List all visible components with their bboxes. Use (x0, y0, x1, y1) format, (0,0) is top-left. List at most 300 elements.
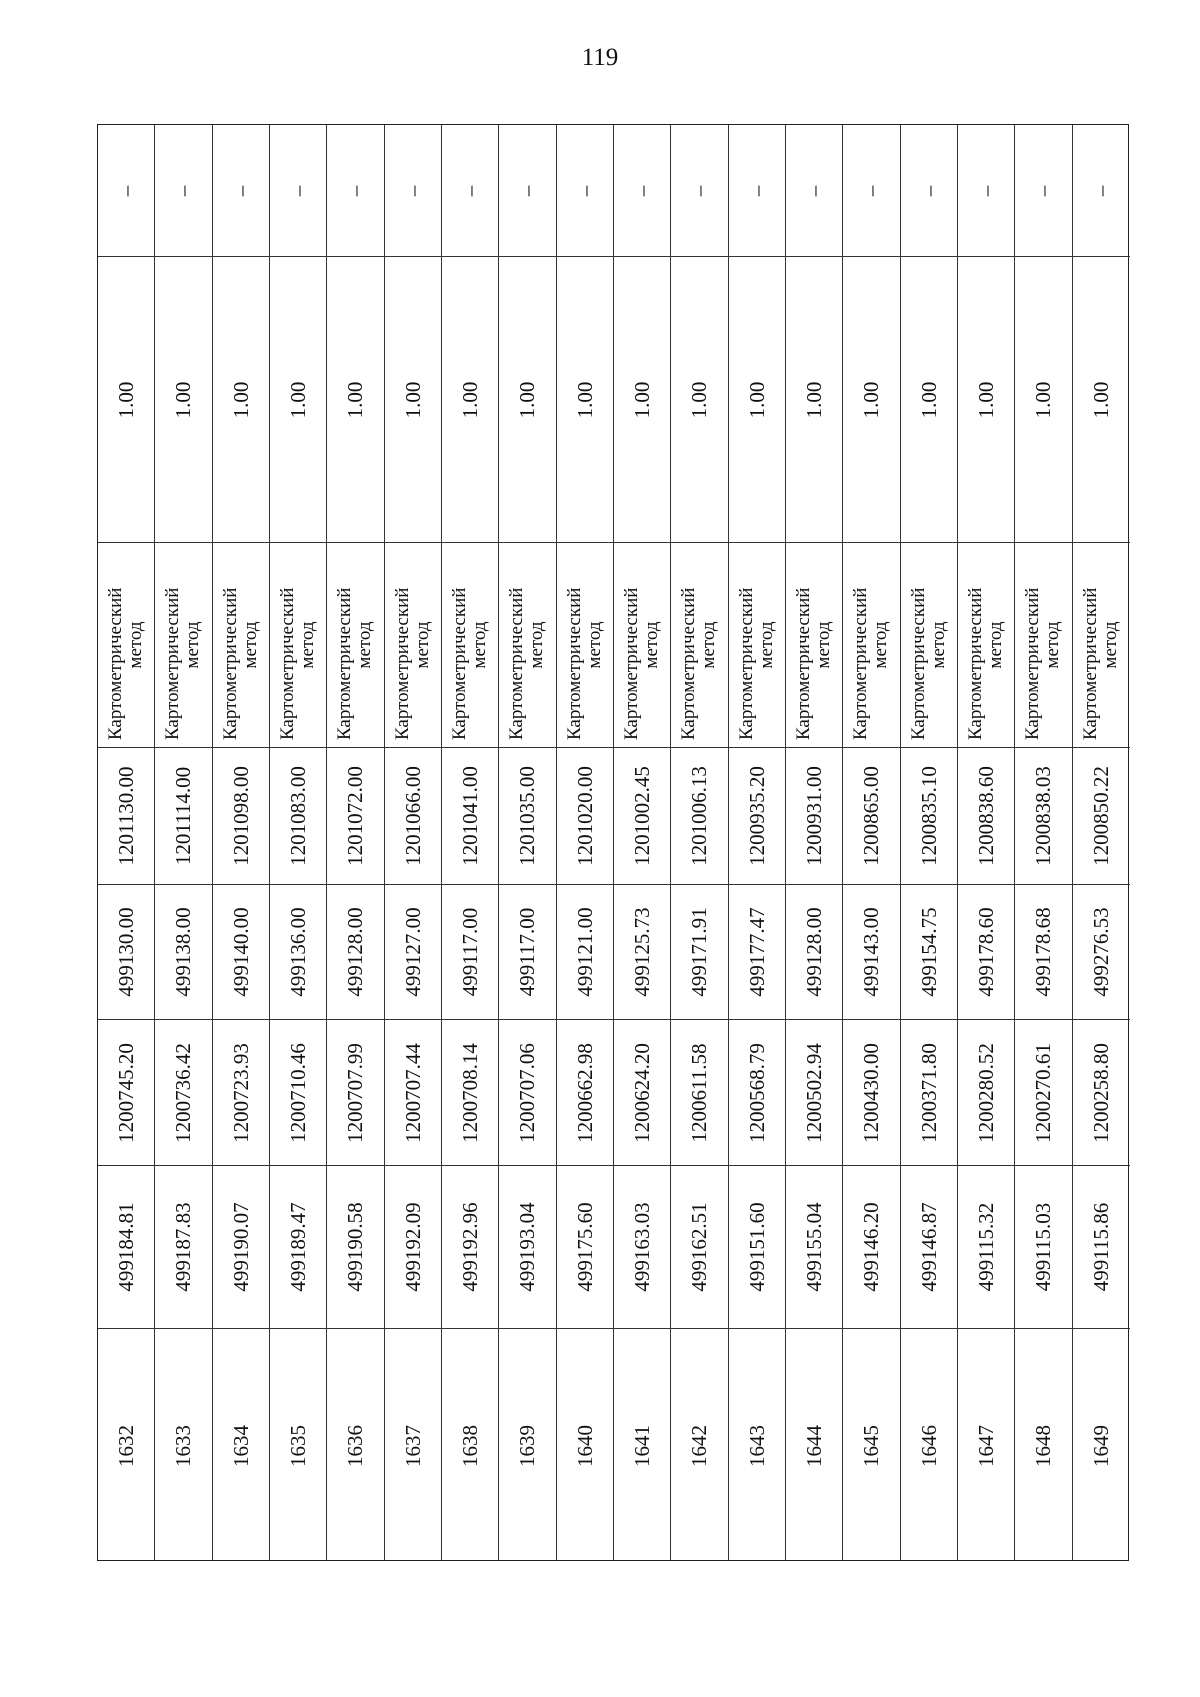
cell-y1-text: 1200270.61 (1031, 1042, 1056, 1143)
cell-method (385, 543, 441, 748)
cell-x1-text: 499146.87 (916, 1202, 941, 1292)
cell-x2-text: 499140.00 (228, 907, 253, 997)
cell-y2 (442, 748, 498, 885)
cell-x2-text: 499117.00 (458, 907, 483, 997)
cell-method (270, 543, 326, 748)
cell-note-text: – (974, 185, 999, 196)
cell-point-number (901, 1329, 957, 1562)
cell-method-text: Картометрический метод (621, 587, 663, 740)
cell-note-text: – (744, 185, 769, 196)
cell-y1-text: 1200708.14 (458, 1042, 483, 1143)
cell-y1-text: 1200710.46 (286, 1042, 311, 1143)
cell-y2-text: 1200838.03 (1031, 766, 1056, 866)
table-row (155, 125, 212, 1560)
cell-method (327, 543, 383, 748)
cell-accuracy-text: 1.00 (114, 381, 139, 418)
cell-x1-text: 499151.60 (744, 1202, 769, 1292)
cell-x1-text: 499115.03 (1031, 1202, 1056, 1292)
cell-y2-text: 1201066.00 (400, 766, 425, 866)
cell-method (729, 543, 785, 748)
cell-method (1073, 543, 1130, 748)
cell-y1-text: 1200611.58 (687, 1043, 712, 1142)
cell-y2-text: 1200835.10 (916, 766, 941, 866)
cell-y2 (270, 748, 326, 885)
cell-method (155, 543, 211, 748)
cell-y1 (958, 1020, 1014, 1166)
cell-point-number (843, 1329, 899, 1562)
cell-y2-text: 1200935.20 (744, 766, 769, 866)
cell-x2-text: 499178.60 (974, 907, 999, 997)
cell-point-number (499, 1329, 555, 1562)
table-row (557, 125, 614, 1560)
cell-x2-text: 499128.00 (343, 907, 368, 997)
cell-y1 (499, 1020, 555, 1166)
cell-y1 (213, 1020, 269, 1166)
table-row (327, 125, 384, 1560)
cell-y2-text: 1201006.13 (687, 766, 712, 866)
cell-y2-text: 1200865.00 (859, 766, 884, 866)
cell-accuracy-text: 1.00 (400, 381, 425, 418)
cell-x2 (614, 885, 670, 1020)
table-row (213, 125, 270, 1560)
cell-x1 (1015, 1166, 1071, 1329)
cell-x1 (98, 1166, 154, 1329)
cell-y2 (1015, 748, 1071, 885)
cell-accuracy-text: 1.00 (171, 381, 196, 418)
cell-accuracy-text: 1.00 (458, 381, 483, 418)
cell-y2 (1073, 748, 1130, 885)
cell-method-text: Картометрический метод (563, 587, 605, 740)
cell-note (843, 125, 899, 257)
cell-x2 (901, 885, 957, 1020)
cell-note (98, 125, 154, 257)
cell-y2-text: 1201041.00 (458, 766, 483, 866)
cell-x2-text: 499130.00 (114, 907, 139, 997)
cell-accuracy (671, 257, 727, 543)
cell-x2 (671, 885, 727, 1020)
cell-x2 (729, 885, 785, 1020)
table-row (270, 125, 327, 1560)
cell-x1 (901, 1166, 957, 1329)
cell-y2 (843, 748, 899, 885)
cell-method-text: Картометрический метод (1080, 587, 1122, 740)
cell-x1 (958, 1166, 1014, 1329)
cell-note-text: – (802, 185, 827, 196)
cell-x2-text: 499143.00 (859, 907, 884, 997)
cell-point-number-text: 1649 (1089, 1424, 1114, 1467)
cell-x2-text: 499121.00 (572, 907, 597, 997)
cell-x1 (499, 1166, 555, 1329)
cell-x2-text: 499136.00 (286, 907, 311, 997)
cell-point-number (729, 1329, 785, 1562)
table-row (442, 125, 499, 1560)
cell-note-text: – (859, 185, 884, 196)
cell-point-number-text: 1639 (515, 1424, 540, 1467)
cell-method-text: Картометрический метод (793, 587, 835, 740)
cell-x2 (98, 885, 154, 1020)
cell-note (499, 125, 555, 257)
cell-accuracy-text: 1.00 (630, 381, 655, 418)
cell-point-number (958, 1329, 1014, 1562)
cell-method-text: Картометрический метод (277, 587, 319, 740)
cell-x1-text: 499184.81 (114, 1202, 139, 1292)
cell-note (958, 125, 1014, 257)
cell-method (213, 543, 269, 748)
cell-y1-text: 1200371.80 (916, 1042, 941, 1143)
cell-y1 (729, 1020, 785, 1166)
cell-y1-text: 1200736.42 (171, 1042, 196, 1143)
cell-y2 (786, 748, 842, 885)
cell-x2-text: 499154.75 (916, 907, 941, 997)
cell-point-number-text: 1648 (1031, 1424, 1056, 1467)
cell-note-text: – (515, 185, 540, 196)
cell-point-number-text: 1640 (572, 1424, 597, 1467)
cell-point-number (1073, 1329, 1130, 1562)
cell-y1 (1073, 1020, 1130, 1166)
cell-y2 (155, 748, 211, 885)
cell-y1 (557, 1020, 613, 1166)
cell-point-number (671, 1329, 727, 1562)
cell-y2-text: 1200931.00 (802, 766, 827, 866)
cell-point-number (327, 1329, 383, 1562)
cell-y2 (557, 748, 613, 885)
cell-x1-text: 499190.07 (228, 1202, 253, 1292)
cell-accuracy (1015, 257, 1071, 543)
cell-point-number (155, 1329, 211, 1562)
cell-y2-text: 1201020.00 (572, 766, 597, 866)
cell-method (442, 543, 498, 748)
cell-note (1015, 125, 1071, 257)
cell-accuracy (385, 257, 441, 543)
cell-y1-text: 1200723.93 (228, 1042, 253, 1143)
cell-method-text: Картометрический метод (105, 587, 147, 740)
cell-accuracy-text: 1.00 (343, 381, 368, 418)
cell-note-text: – (630, 185, 655, 196)
cell-y2 (499, 748, 555, 885)
cell-point-number (786, 1329, 842, 1562)
cell-y2-text: 1200838.60 (974, 766, 999, 866)
cell-x1-text: 499189.47 (286, 1202, 311, 1292)
cell-y2-text: 1201130.00 (114, 766, 139, 866)
table-row (1073, 125, 1130, 1560)
cell-x2-text: 499117.00 (515, 907, 540, 997)
cell-note (327, 125, 383, 257)
cell-point-number (385, 1329, 441, 1562)
table-row (98, 125, 155, 1560)
cell-accuracy (155, 257, 211, 543)
cell-accuracy-text: 1.00 (572, 381, 597, 418)
cell-x1-text: 499175.60 (572, 1202, 597, 1292)
cell-note-text: – (572, 185, 597, 196)
cell-accuracy-text: 1.00 (1031, 381, 1056, 418)
table-row (958, 125, 1015, 1560)
coordinates-table (97, 124, 1129, 1561)
cell-y2 (98, 748, 154, 885)
table-row (1015, 125, 1072, 1560)
cell-point-number (614, 1329, 670, 1562)
cell-accuracy-text: 1.00 (802, 381, 827, 418)
cell-point-number-text: 1634 (228, 1424, 253, 1467)
cell-x1 (213, 1166, 269, 1329)
cell-y2 (614, 748, 670, 885)
cell-method-text: Картометрический метод (678, 587, 720, 740)
cell-method-text: Картометрический метод (907, 587, 949, 740)
cell-point-number-text: 1632 (114, 1424, 139, 1467)
cell-accuracy (270, 257, 326, 543)
cell-x2 (1015, 885, 1071, 1020)
cell-y2-text: 1201083.00 (286, 766, 311, 866)
cell-x1 (729, 1166, 785, 1329)
cell-x1-text: 499193.04 (515, 1202, 540, 1292)
table-row (385, 125, 442, 1560)
cell-point-number (557, 1329, 613, 1562)
cell-x1-text: 499187.83 (171, 1202, 196, 1292)
cell-y1 (327, 1020, 383, 1166)
cell-x1 (442, 1166, 498, 1329)
cell-y2 (671, 748, 727, 885)
cell-y1 (1015, 1020, 1071, 1166)
cell-method (499, 543, 555, 748)
cell-accuracy-text: 1.00 (515, 381, 540, 418)
cell-method (614, 543, 670, 748)
cell-x2-text: 499128.00 (802, 907, 827, 997)
cell-y1 (385, 1020, 441, 1166)
cell-accuracy (557, 257, 613, 543)
cell-x1 (786, 1166, 842, 1329)
cell-x1-text: 499115.86 (1089, 1202, 1114, 1292)
cell-point-number (442, 1329, 498, 1562)
cell-note (270, 125, 326, 257)
cell-x2-text: 499178.68 (1031, 907, 1056, 997)
cell-y1-text: 1200662.98 (572, 1042, 597, 1143)
cell-note-text: – (286, 185, 311, 196)
table-row (786, 125, 843, 1560)
cell-point-number (270, 1329, 326, 1562)
cell-point-number-text: 1637 (400, 1424, 425, 1467)
cell-x2 (213, 885, 269, 1020)
cell-y1-text: 1200707.44 (400, 1042, 425, 1143)
cell-accuracy (901, 257, 957, 543)
cell-method (671, 543, 727, 748)
cell-x2 (958, 885, 1014, 1020)
cell-method (557, 543, 613, 748)
cell-note-text: – (458, 185, 483, 196)
cell-y1 (786, 1020, 842, 1166)
cell-x2-text: 499171.91 (687, 907, 712, 997)
cell-method-text: Картометрический метод (449, 587, 491, 740)
cell-note-text: – (343, 185, 368, 196)
cell-method (786, 543, 842, 748)
cell-x2 (1073, 885, 1130, 1020)
cell-method (958, 543, 1014, 748)
table-row (671, 125, 728, 1560)
cell-y1 (671, 1020, 727, 1166)
cell-note-text: – (114, 185, 139, 196)
cell-x1 (557, 1166, 613, 1329)
cell-x2 (385, 885, 441, 1020)
cell-note (385, 125, 441, 257)
cell-x1-text: 499192.09 (400, 1202, 425, 1292)
cell-x2-text: 499177.47 (744, 907, 769, 997)
cell-accuracy (1073, 257, 1130, 543)
cell-point-number-text: 1646 (916, 1424, 941, 1467)
cell-y2-text: 1201035.00 (515, 766, 540, 866)
cell-x2-text: 499125.73 (630, 907, 655, 997)
cell-x2 (499, 885, 555, 1020)
cell-accuracy (614, 257, 670, 543)
cell-x2-text: 499127.00 (400, 907, 425, 997)
cell-y2-text: 1201072.00 (343, 766, 368, 866)
cell-point-number (1015, 1329, 1071, 1562)
cell-point-number (213, 1329, 269, 1562)
cell-method-text: Картометрический метод (965, 587, 1007, 740)
cell-accuracy (843, 257, 899, 543)
cell-y2-text: 1201002.45 (630, 766, 655, 866)
cell-point-number-text: 1635 (286, 1424, 311, 1467)
cell-accuracy (442, 257, 498, 543)
cell-note-text: – (1089, 185, 1114, 196)
cell-x2 (843, 885, 899, 1020)
cell-x2 (557, 885, 613, 1020)
cell-point-number-text: 1647 (974, 1424, 999, 1467)
cell-x1 (385, 1166, 441, 1329)
cell-x2 (155, 885, 211, 1020)
cell-accuracy (499, 257, 555, 543)
cell-accuracy (729, 257, 785, 543)
cell-note (155, 125, 211, 257)
cell-point-number-text: 1644 (802, 1424, 827, 1467)
cell-x1 (327, 1166, 383, 1329)
cell-note (671, 125, 727, 257)
cell-x2 (270, 885, 326, 1020)
cell-y2 (327, 748, 383, 885)
cell-x2-text: 499276.53 (1089, 907, 1114, 997)
cell-y2-text: 1201098.00 (228, 766, 253, 866)
cell-method-text: Картометрический метод (334, 587, 376, 740)
cell-y1-text: 1200502.94 (802, 1042, 827, 1143)
cell-x1-text: 499163.03 (630, 1202, 655, 1292)
cell-accuracy (958, 257, 1014, 543)
cell-note-text: – (687, 185, 712, 196)
cell-point-number (98, 1329, 154, 1562)
cell-note (786, 125, 842, 257)
cell-x1-text: 499155.04 (802, 1202, 827, 1292)
cell-method (901, 543, 957, 748)
cell-x1 (155, 1166, 211, 1329)
cell-accuracy-text: 1.00 (228, 381, 253, 418)
cell-method-text: Картометрический метод (1022, 587, 1064, 740)
cell-method-text: Картометрический метод (219, 587, 261, 740)
cell-y1-text: 1200745.20 (114, 1042, 139, 1143)
cell-note (901, 125, 957, 257)
cell-x1 (671, 1166, 727, 1329)
cell-note (213, 125, 269, 257)
cell-method-text: Картометрический метод (735, 587, 777, 740)
cell-x1 (1073, 1166, 1130, 1329)
page-number: 119 (581, 44, 619, 71)
table-row (901, 125, 958, 1560)
cell-x1 (614, 1166, 670, 1329)
cell-note (1073, 125, 1130, 257)
table-row (843, 125, 900, 1560)
cell-y1-text: 1200280.52 (974, 1042, 999, 1143)
cell-y2 (901, 748, 957, 885)
cell-y1 (442, 1020, 498, 1166)
cell-x1-text: 499162.51 (687, 1202, 712, 1292)
cell-x1-text: 499192.96 (458, 1202, 483, 1292)
cell-x1-text: 499115.32 (974, 1202, 999, 1292)
cell-note-text: – (228, 185, 253, 196)
cell-note (614, 125, 670, 257)
cell-method-text: Картометрический метод (162, 587, 204, 740)
cell-y1 (155, 1020, 211, 1166)
cell-y2-text: 1200850.22 (1089, 766, 1114, 866)
cell-y2 (958, 748, 1014, 885)
cell-point-number-text: 1642 (687, 1424, 712, 1467)
cell-y1 (98, 1020, 154, 1166)
cell-x2 (327, 885, 383, 1020)
cell-point-number-text: 1638 (458, 1424, 483, 1467)
cell-point-number-text: 1633 (171, 1424, 196, 1467)
cell-note-text: – (171, 185, 196, 196)
cell-note (729, 125, 785, 257)
cell-y1-text: 1200707.06 (515, 1042, 540, 1143)
table-row (614, 125, 671, 1560)
cell-accuracy (213, 257, 269, 543)
cell-x1 (843, 1166, 899, 1329)
cell-method-text: Картометрический метод (850, 587, 892, 740)
cell-point-number-text: 1645 (859, 1424, 884, 1467)
cell-accuracy-text: 1.00 (687, 381, 712, 418)
cell-note (557, 125, 613, 257)
cell-y1-text: 1200258.80 (1089, 1042, 1114, 1143)
cell-point-number-text: 1643 (744, 1424, 769, 1467)
cell-method (843, 543, 899, 748)
cell-note-text: – (916, 185, 941, 196)
cell-note-text: – (400, 185, 425, 196)
cell-x2 (442, 885, 498, 1020)
cell-y1 (843, 1020, 899, 1166)
cell-accuracy (786, 257, 842, 543)
cell-x1-text: 499190.58 (343, 1202, 368, 1292)
cell-y1-text: 1200568.79 (744, 1042, 769, 1143)
cell-point-number-text: 1636 (343, 1424, 368, 1467)
cell-x2-text: 499138.00 (171, 907, 196, 997)
table-row (729, 125, 786, 1560)
cell-y2-text: 1201114.00 (171, 766, 196, 866)
cell-x1 (270, 1166, 326, 1329)
cell-y2 (385, 748, 441, 885)
cell-point-number-text: 1641 (630, 1424, 655, 1467)
cell-accuracy-text: 1.00 (859, 381, 884, 418)
cell-method (1015, 543, 1071, 748)
cell-method-text: Картометрический метод (391, 587, 433, 740)
cell-x2 (786, 885, 842, 1020)
cell-y1 (614, 1020, 670, 1166)
cell-y2 (213, 748, 269, 885)
cell-method-text: Картометрический метод (506, 587, 548, 740)
cell-y2 (729, 748, 785, 885)
cell-accuracy-text: 1.00 (1089, 381, 1114, 418)
cell-accuracy-text: 1.00 (916, 381, 941, 418)
cell-x1-text: 499146.20 (859, 1202, 884, 1292)
cell-note-text: – (1031, 185, 1056, 196)
table-row (499, 125, 556, 1560)
cell-accuracy-text: 1.00 (744, 381, 769, 418)
cell-y1-text: 1200624.20 (630, 1042, 655, 1143)
cell-y1-text: 1200707.99 (343, 1042, 368, 1143)
cell-accuracy-text: 1.00 (974, 381, 999, 418)
